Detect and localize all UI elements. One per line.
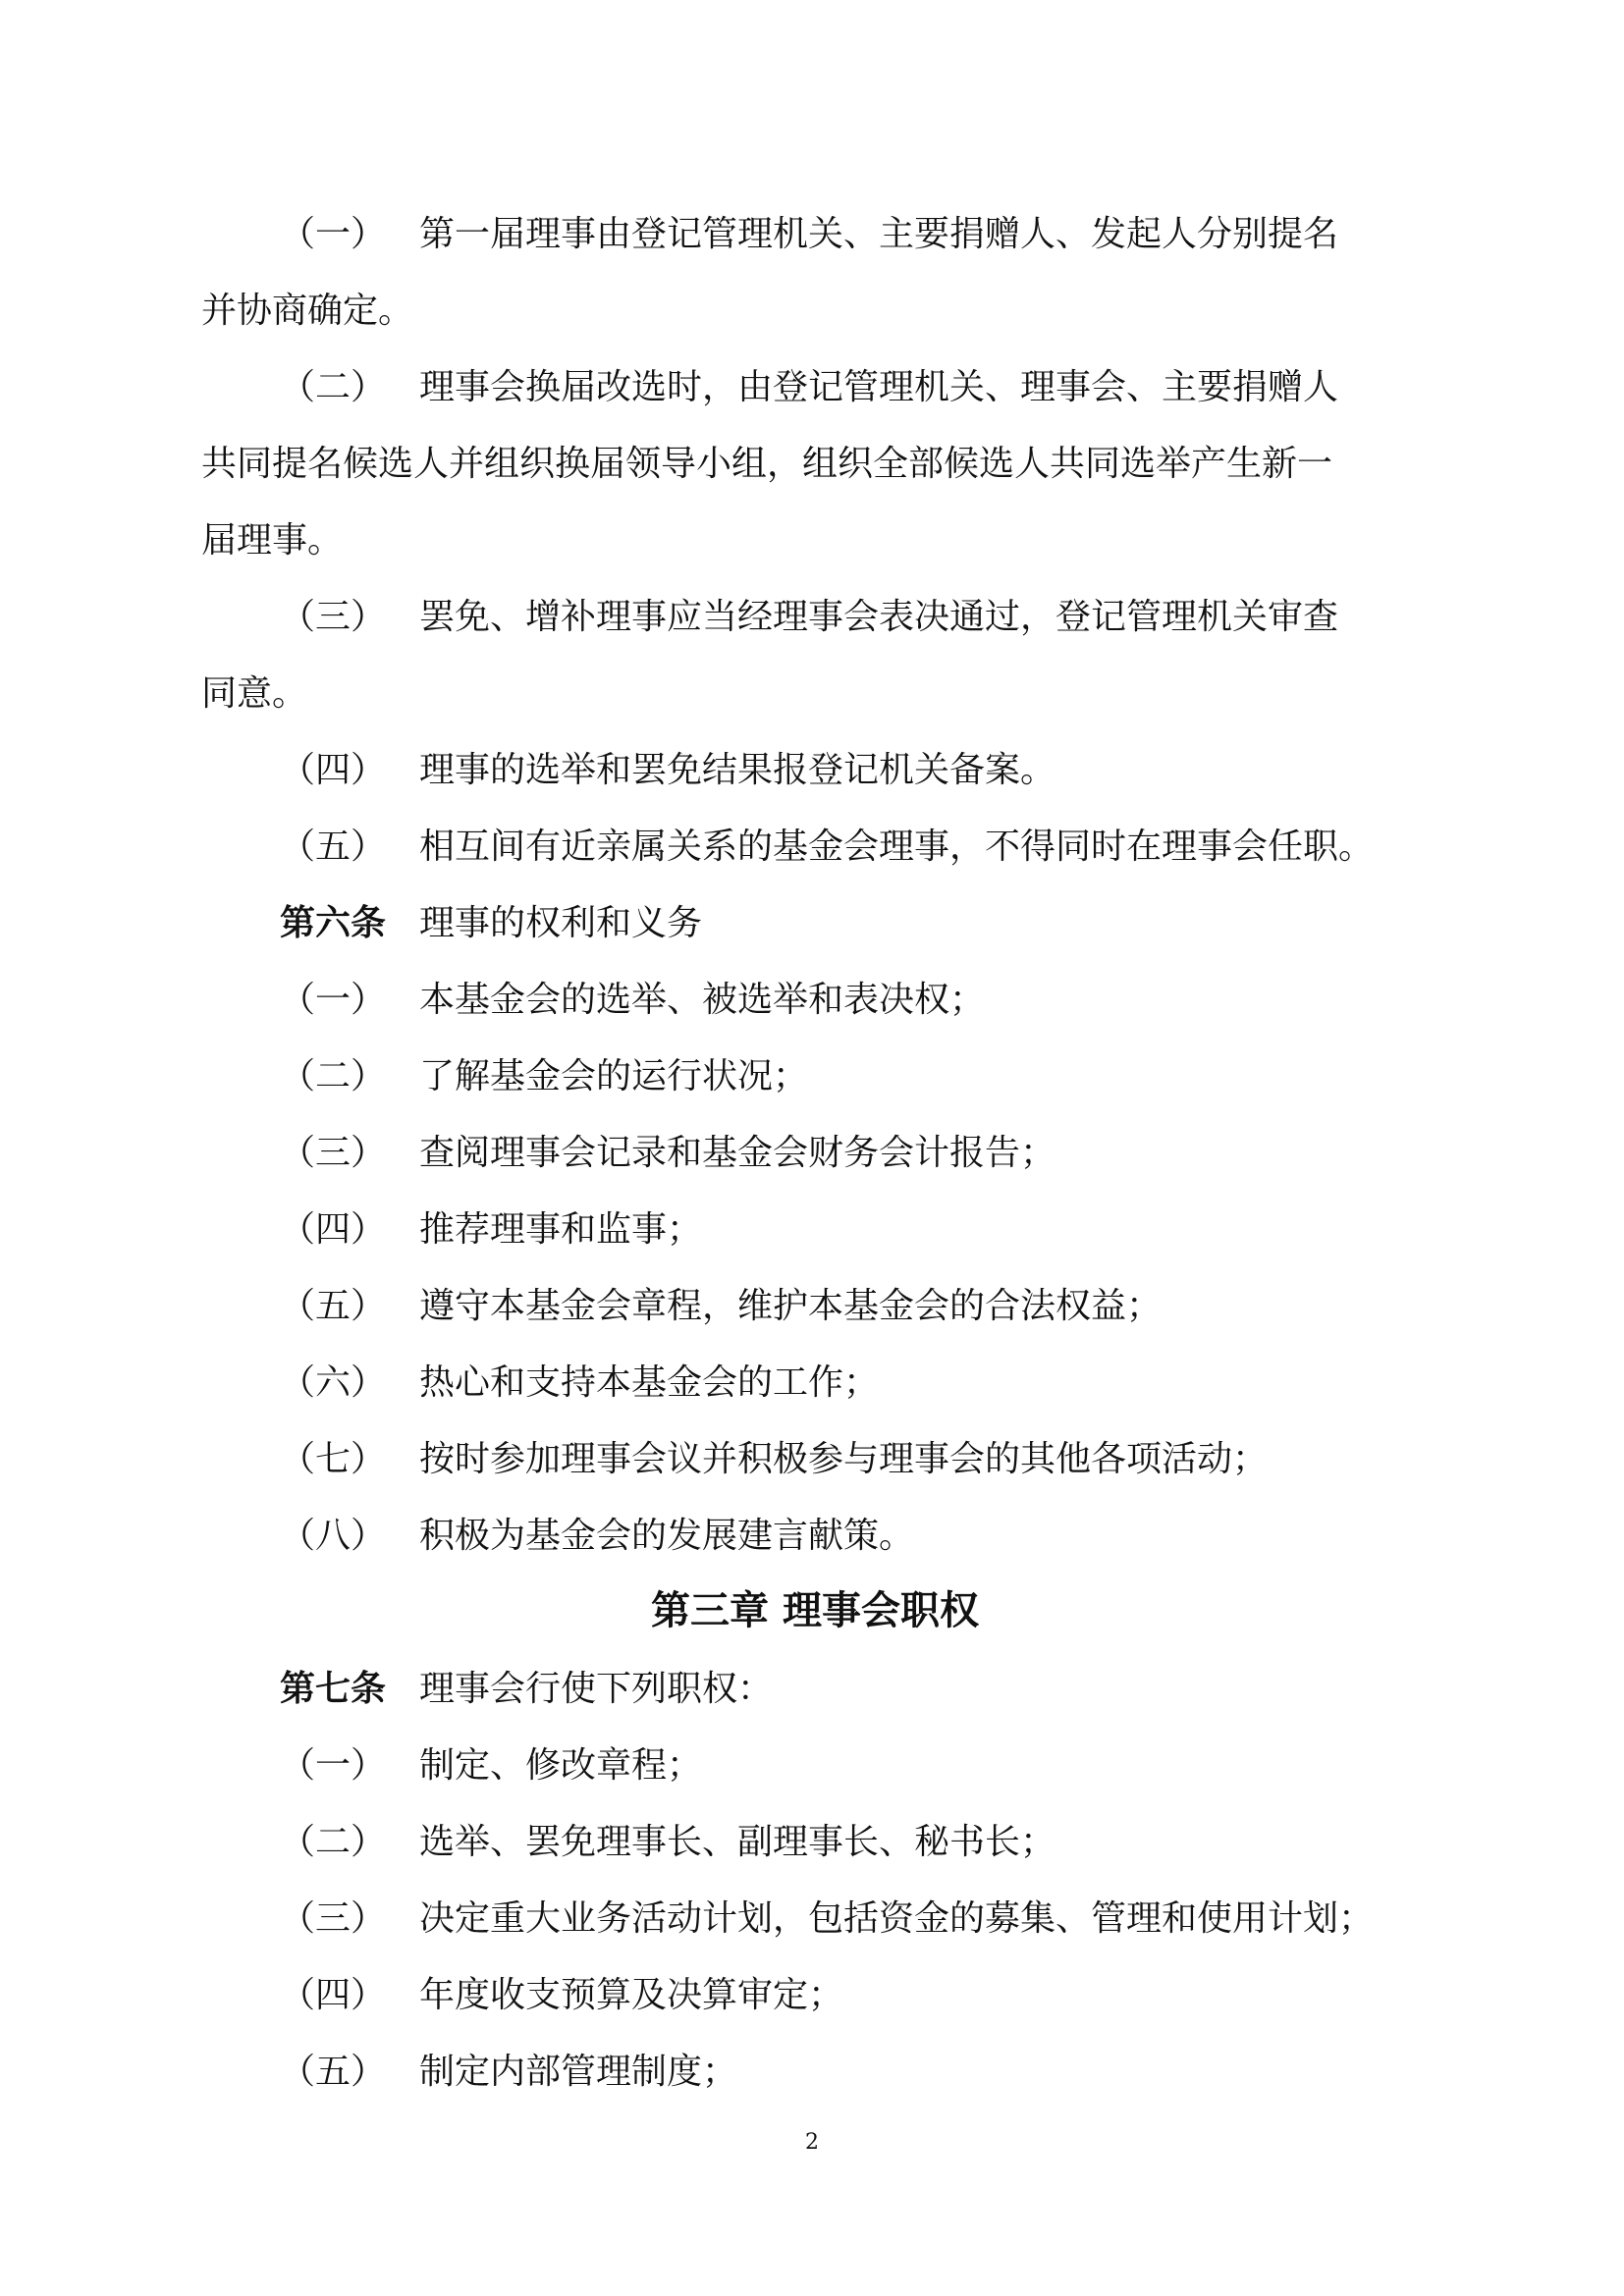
item-text: 本基金会的选举、被选举和表决权； [419,980,986,1020]
item-number: （二） [280,1822,387,1862]
item-number: （二） [280,367,387,407]
item-number: （五） [280,1286,387,1326]
item-text: 制定内部管理制度； [419,2052,738,2092]
item-text: 共同提名候选人并组织换届领导小组，组织全部候选人共同选举产生新一 [201,444,1333,484]
item-number: （五） [280,2052,387,2092]
item-text: 按时参加理事会议并积极参与理事会的其他各项活动； [419,1439,1269,1479]
item-number: （二） [280,1056,387,1096]
item-text: 积极为基金会的发展建言献策。 [419,1516,915,1556]
item-text: 第一届理事由登记管理机关、主要捐赠人、发起人分别提名 [419,214,1339,254]
item-text: 查阅理事会记录和基金会财务会计报告； [419,1133,1056,1173]
item-number: （三） [280,1133,387,1173]
item-text: 遵守本基金会章程，维护本基金会的合法权益； [419,1286,1163,1326]
item-text: 届理事。 [201,520,344,561]
item-number: （三） [280,597,387,637]
article-title: 理事的权利和义务 [419,903,703,943]
chapter-heading: 第三章 理事会职权 [651,1588,979,1633]
item-text: 理事会换届改选时，由登记管理机关、理事会、主要捐赠人 [419,367,1339,407]
item-text: 制定、修改章程； [419,1745,703,1786]
item-text: 决定重大业务活动计划，包括资金的募集、管理和使用计划； [419,1898,1375,1939]
item-text: 年度收支预算及决算审定； [419,1975,844,2015]
item-number: （四） [280,750,387,790]
item-number: （一） [280,1745,387,1786]
item-text: 热心和支持本基金会的工作； [419,1362,880,1403]
item-text: 了解基金会的运行状况； [419,1056,809,1096]
article-label: 第六条 [280,903,387,943]
item-number: （一） [280,980,387,1020]
item-number: （五） [280,827,387,867]
item-number: （三） [280,1898,387,1939]
item-number: （八） [280,1516,387,1556]
item-number: （四） [280,1209,387,1250]
item-text: 罢免、增补理事应当经理事会表决通过，登记管理机关审查 [419,597,1339,637]
item-number: （六） [280,1362,387,1403]
item-number: （七） [280,1439,387,1479]
article-label: 第七条 [280,1669,387,1709]
article-title: 理事会行使下列职权： [419,1669,774,1709]
item-text: 理事的选举和罢免结果报登记机关备案。 [419,750,1056,790]
item-text: 选举、罢免理事长、副理事长、秘书长； [419,1822,1056,1862]
item-text: 相互间有近亲属关系的基金会理事，不得同时在理事会任职。 [419,827,1375,867]
item-text: 推荐理事和监事； [419,1209,703,1250]
item-text: 同意。 [201,673,308,714]
item-text: 并协商确定。 [201,291,414,331]
item-number: （四） [280,1975,387,2015]
page-number: 2 [805,2130,819,2155]
item-number: （一） [280,214,387,254]
